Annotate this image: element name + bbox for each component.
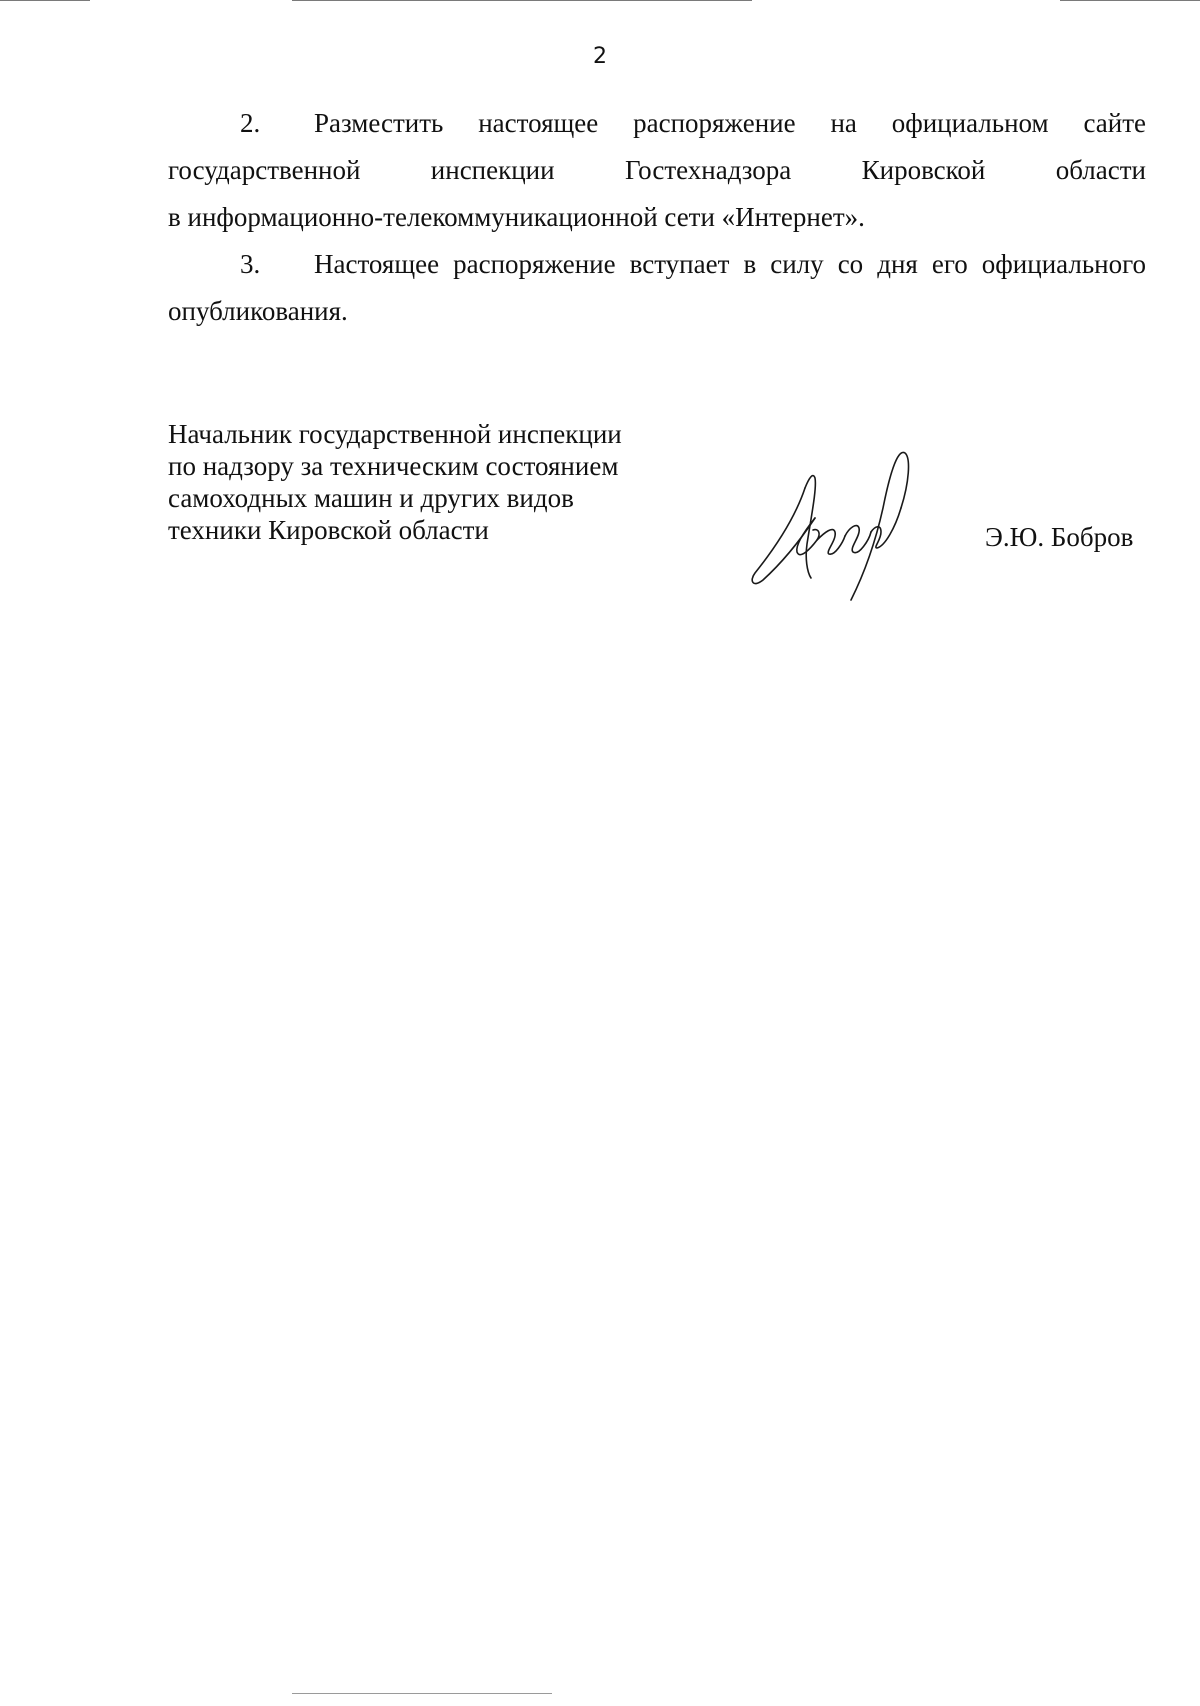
document-body	[168, 100, 1146, 335]
signatory-position-line-4: техники Кировской области	[168, 515, 489, 545]
paragraph-2	[168, 100, 1146, 241]
paragraph-3-line-2: опубликования.	[168, 296, 348, 326]
signatory-position	[168, 418, 622, 546]
paragraph-2-number: 2.	[240, 108, 261, 138]
scan-edge-line-top-right	[1060, 0, 1200, 1]
paragraph-3-number: 3.	[240, 249, 261, 279]
paragraph-2-line-3: в информационно-телекоммуникационной сети «Интернет».	[168, 202, 865, 232]
scan-edge-line-top-center	[292, 0, 752, 1]
paragraph-2-line-1: 2. Разместить настоящее распоряжение на официальном сайте	[168, 100, 1146, 147]
handwritten-signature	[745, 448, 920, 608]
signatory-name: Э.Ю. Бобров	[985, 522, 1134, 552]
scan-edge-line-bottom	[292, 1693, 552, 1694]
signatory-position-line-3: самоходных машин и других видов	[168, 483, 574, 513]
paragraph-3-line-1: 3. Настоящее распоряжение вступает в силу со дня его официального	[168, 241, 1146, 288]
scan-edge-line-top-left	[0, 0, 90, 1]
page-number: 2	[593, 44, 607, 69]
signatory-position-line-1: Начальник государственной инспекции	[168, 419, 622, 449]
paragraph-3	[168, 241, 1146, 335]
signatory-position-line-2: по надзору за техническим состоянием	[168, 451, 619, 481]
paragraph-2-line-2: государственной инспекции Гостехнадзора Кировской области	[168, 155, 1146, 185]
